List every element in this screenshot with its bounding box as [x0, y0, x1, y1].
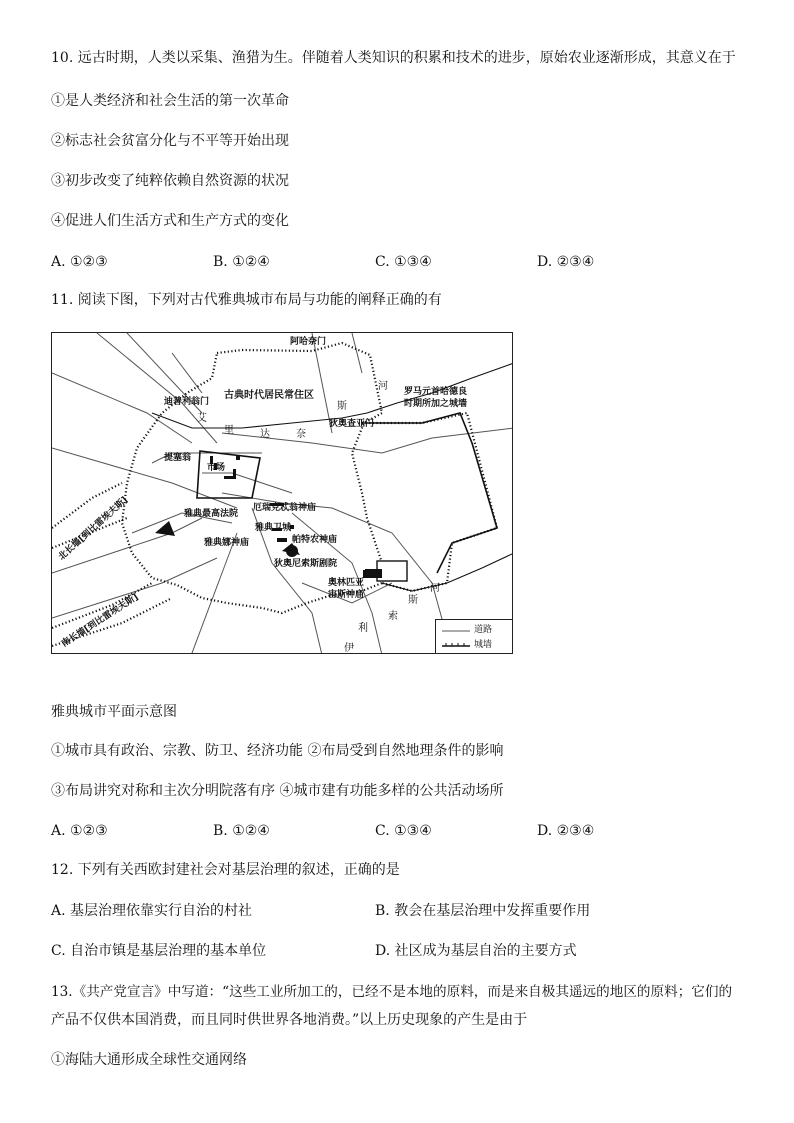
- q10-item-4: ④促进人们生活方式和生产方式的变化: [51, 213, 289, 229]
- q10-option-b: B. ①②④: [213, 254, 270, 270]
- q13-stem-line-1: 13.《共产党宣言》中写道：“这些工业所加工的，已经不是本地的原料，而是来自极其遥远的地区的原料；它们的: [51, 984, 733, 1000]
- q10-item-3: ③初步改变了纯粹依赖自然资源的状况: [51, 173, 289, 189]
- label-yi: 伊: [344, 643, 354, 654]
- q13-stem-line-2: 产品不仅供本国消费，而且同时供世界各地消费。”以上历史现象的产生是由于: [51, 1012, 528, 1028]
- label-south-wall: 南长墙[到比雷埃夫斯]: [60, 592, 141, 650]
- label-supreme-court: 雅典最高法院: [184, 509, 239, 519]
- q11-map-caption: 雅典城市平面示意图: [51, 704, 177, 720]
- label-river-si-2: 斯: [408, 595, 418, 606]
- label-tixie: 提塞翁: [164, 453, 192, 463]
- q10-option-a: A. ①②③: [51, 254, 108, 270]
- q11-stem: 11. 阅读下图，下列对古代雅典城市布局与功能的阐释正确的有: [51, 292, 442, 308]
- athens-city-map: [51, 332, 513, 654]
- hadrian-wall: [362, 413, 497, 573]
- label-li2: 利: [358, 623, 368, 634]
- label-river-si-1: 斯: [337, 401, 347, 412]
- label-market: 市场: [207, 463, 226, 473]
- q10-item-2: ②标志社会贫富分化与不平等开始出现: [51, 133, 289, 149]
- label-roman-wall-2: 时期所加之城墙: [404, 399, 468, 409]
- label-nai: 奈: [296, 429, 306, 440]
- q10-stem: 10. 远古时期，人类以采集、渔猎为生。伴随着人类知识的积累和技术的进步，原始农业逐渐形成，其意义在于: [51, 50, 736, 66]
- q12-option-d: D. 社区成为基层自治的主要方式: [375, 943, 577, 959]
- q11-option-d: D. ②③④: [537, 823, 595, 839]
- legend-road-label: 道路: [474, 625, 493, 635]
- label-residential: 古典时代居民常住区: [224, 390, 314, 401]
- label-diochares-gate: 狄奥查亚门: [329, 419, 375, 429]
- q11-items-row-1: ①城市具有政治、宗教、防卫、经济功能 ②布局受到自然地理条件的影响: [51, 743, 504, 759]
- label-achar-gate: 阿哈奈门: [290, 337, 327, 347]
- label-olympieion-1: 奥林匹亚: [328, 578, 365, 588]
- label-da: 达: [260, 429, 270, 440]
- label-river-he-2: 河: [430, 583, 440, 594]
- label-olympieion-2: 宙斯神庙: [328, 590, 365, 600]
- olympieion-block: [365, 569, 382, 578]
- q12-option-c: C. 自治市镇是基层治理的基本单位: [51, 943, 267, 959]
- label-erechtheion: 厄瑞克忒翁神庙: [253, 503, 317, 513]
- q12-option-b: B. 教会在基层治理中发挥重要作用: [375, 903, 591, 919]
- market-square: [197, 451, 260, 498]
- label-suo: 索: [388, 611, 398, 622]
- label-parthenon: 帕特农神庙: [292, 535, 338, 545]
- q11-items-row-2: ③布局讲究对称和主次分明院落有序 ④城市建有功能多样的公共活动场所: [51, 783, 504, 799]
- q13-item-1: ①海陆大通形成全球性交通网络: [51, 1052, 247, 1068]
- legend-wall-label: 城墙: [474, 640, 493, 650]
- q10-option-d: D. ②③④: [537, 254, 595, 270]
- q12-option-a: A. 基层治理依靠实行自治的村社: [51, 903, 253, 919]
- label-dipylon: 迪普利翁门: [164, 397, 210, 407]
- label-pnyx: 雅典娜神庙: [204, 538, 250, 548]
- q11-option-b: B. ①②④: [213, 823, 270, 839]
- label-li: 里: [224, 425, 234, 436]
- label-dionysus-theater: 狄奥尼索斯剧院: [274, 559, 338, 569]
- q11-option-a: A. ①②③: [51, 823, 108, 839]
- q10-option-c: C. ①③④: [375, 254, 432, 270]
- label-athena-castle: 雅典卫城: [255, 523, 292, 533]
- label-river-he-1: 河: [378, 381, 388, 392]
- label-ai: 艾: [197, 413, 207, 424]
- q10-item-1: ①是人类经济和社会生活的第一次革命: [51, 93, 289, 109]
- label-north-wall: 北长墙[到比雷埃夫斯]: [57, 495, 131, 563]
- label-roman-wall-1: 罗马元首哈德良: [404, 387, 468, 397]
- q11-option-c: C. ①③④: [375, 823, 432, 839]
- q12-stem: 12. 下列有关西欧封建社会对基层治理的叙述，正确的是: [51, 862, 400, 878]
